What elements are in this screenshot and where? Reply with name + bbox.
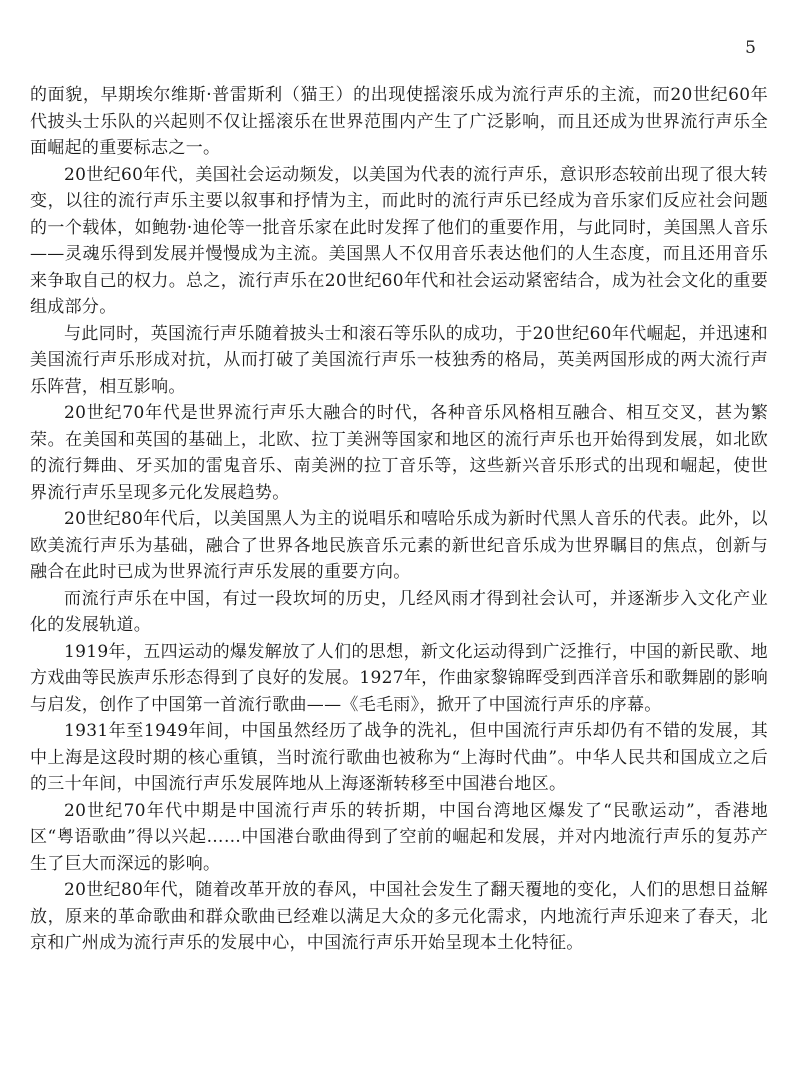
paragraph-1980s-china: 20世纪80年代，随着改革开放的春风，中国社会发生了翻天覆地的变化，人们的思想日益解放，原来的革命歌曲和群众歌曲已经难以满足大众的多元化需求，内地流行声乐迎来了春天，北京和广州成为流行声乐的发展中心，中国流行声乐开始呈现本土化特征。 bbox=[30, 880, 768, 953]
paragraph-continuation: 的面貌，早期埃尔维斯·普雷斯利（猫王）的出现使摇滚乐成为流行声乐的主流，而20世纪60年代披头士乐队的兴起则不仅让摇滚乐在世界范围内产生了广泛影响，而且还成为世界流行声乐全面崛起的重要标志之一。 bbox=[30, 85, 768, 158]
paragraph-uk-rise: 与此同时，英国流行声乐随着披头士和滚石等乐队的成功，于20世纪60年代崛起，并迅速和美国流行声乐形成对抗，从而打破了美国流行声乐一枝独秀的格局，英美两国形成的两大流行声乐阵营，相互影响。 bbox=[30, 323, 768, 397]
paragraph-1970s-fusion: 20世纪70年代是世界流行声乐大融合的时代，各种音乐风格相互融合、相互交叉，甚为繁荣。在美国和英国的基础上，北欧、拉丁美洲等国家和地区的流行声乐也开始得到发展，如北欧的流行舞曲、牙买加的雷鬼音乐、南美洲的拉丁音乐等，这些新兴音乐形式的出现和崛起，使世界流行声乐呈现多元化发展趋势。 bbox=[30, 403, 768, 503]
paragraph-1919: 1919年，五四运动的爆发解放了人们的思想，新文化运动得到广泛推行，中国的新民歌、地方戏曲等民族声乐形态得到了良好的发展。1927年，作曲家黎锦晖受到西洋音乐和歌舞剧的影响与启发，创作了中国第一首流行歌曲——《毛毛雨》，掀开了中国流行声乐的序幕。 bbox=[30, 641, 768, 715]
paragraph-1960s-us: 20世纪60年代，美国社会运动频发，以美国为代表的流行声乐，意识形态较前出现了很大转变，以往的流行声乐主要以叙事和抒情为主，而此时的流行声乐已经成为音乐家们反应社会问题的一个载体，如鲍勃·迪伦等一批音乐家在此时发挥了他们的重要作用，与此同时，美国黑人音乐——灵魂乐得到发展并慢慢成为主流。美国黑人不仅用音乐表达他们的人生态度，而且还用音乐来争取自己的权力。总之，流行声乐在20世纪60年代和社会运动紧密结合，成为社会文化的重要组成部分。 bbox=[30, 164, 768, 317]
paragraph-1970s-china: 20世纪70年代中期是中国流行声乐的转折期，中国台湾地区爆发了“民歌运动”，香港地区“粤语歌曲”得以兴起……中国港台歌曲得到了空前的崛起和发展，并对内地流行声乐的复苏产生了巨大而深远的影响。 bbox=[30, 800, 768, 874]
paragraph-1931-1949: 1931年至1949年间，中国虽然经历了战争的洗礼，但中国流行声乐却仍有不错的发展，其中上海是这段时期的核心重镇，当时流行歌曲也被称为“上海时代曲”。中华人民共和国成立之后的三十年间，中国流行声乐发展阵地从上海逐渐转移至中国港台地区。 bbox=[30, 721, 768, 794]
paragraph-china-intro: 而流行声乐在中国，有过一段坎坷的历史，几经风雨才得到社会认可，并逐渐步入文化产业化的发展轨道。 bbox=[30, 588, 768, 635]
body-text bbox=[30, 82, 768, 957]
page-number: 5 bbox=[745, 38, 756, 58]
paragraph-1980s-hiphop: 20世纪80年代后，以美国黑人为主的说唱乐和嘻哈乐成为新时代黑人音乐的代表。此外，以欧美流行声乐为基础，融合了世界各地民族音乐元素的新世纪音乐成为世界瞩目的焦点，创新与融合在此时已成为世界流行声乐发展的重要方向。 bbox=[30, 509, 768, 582]
